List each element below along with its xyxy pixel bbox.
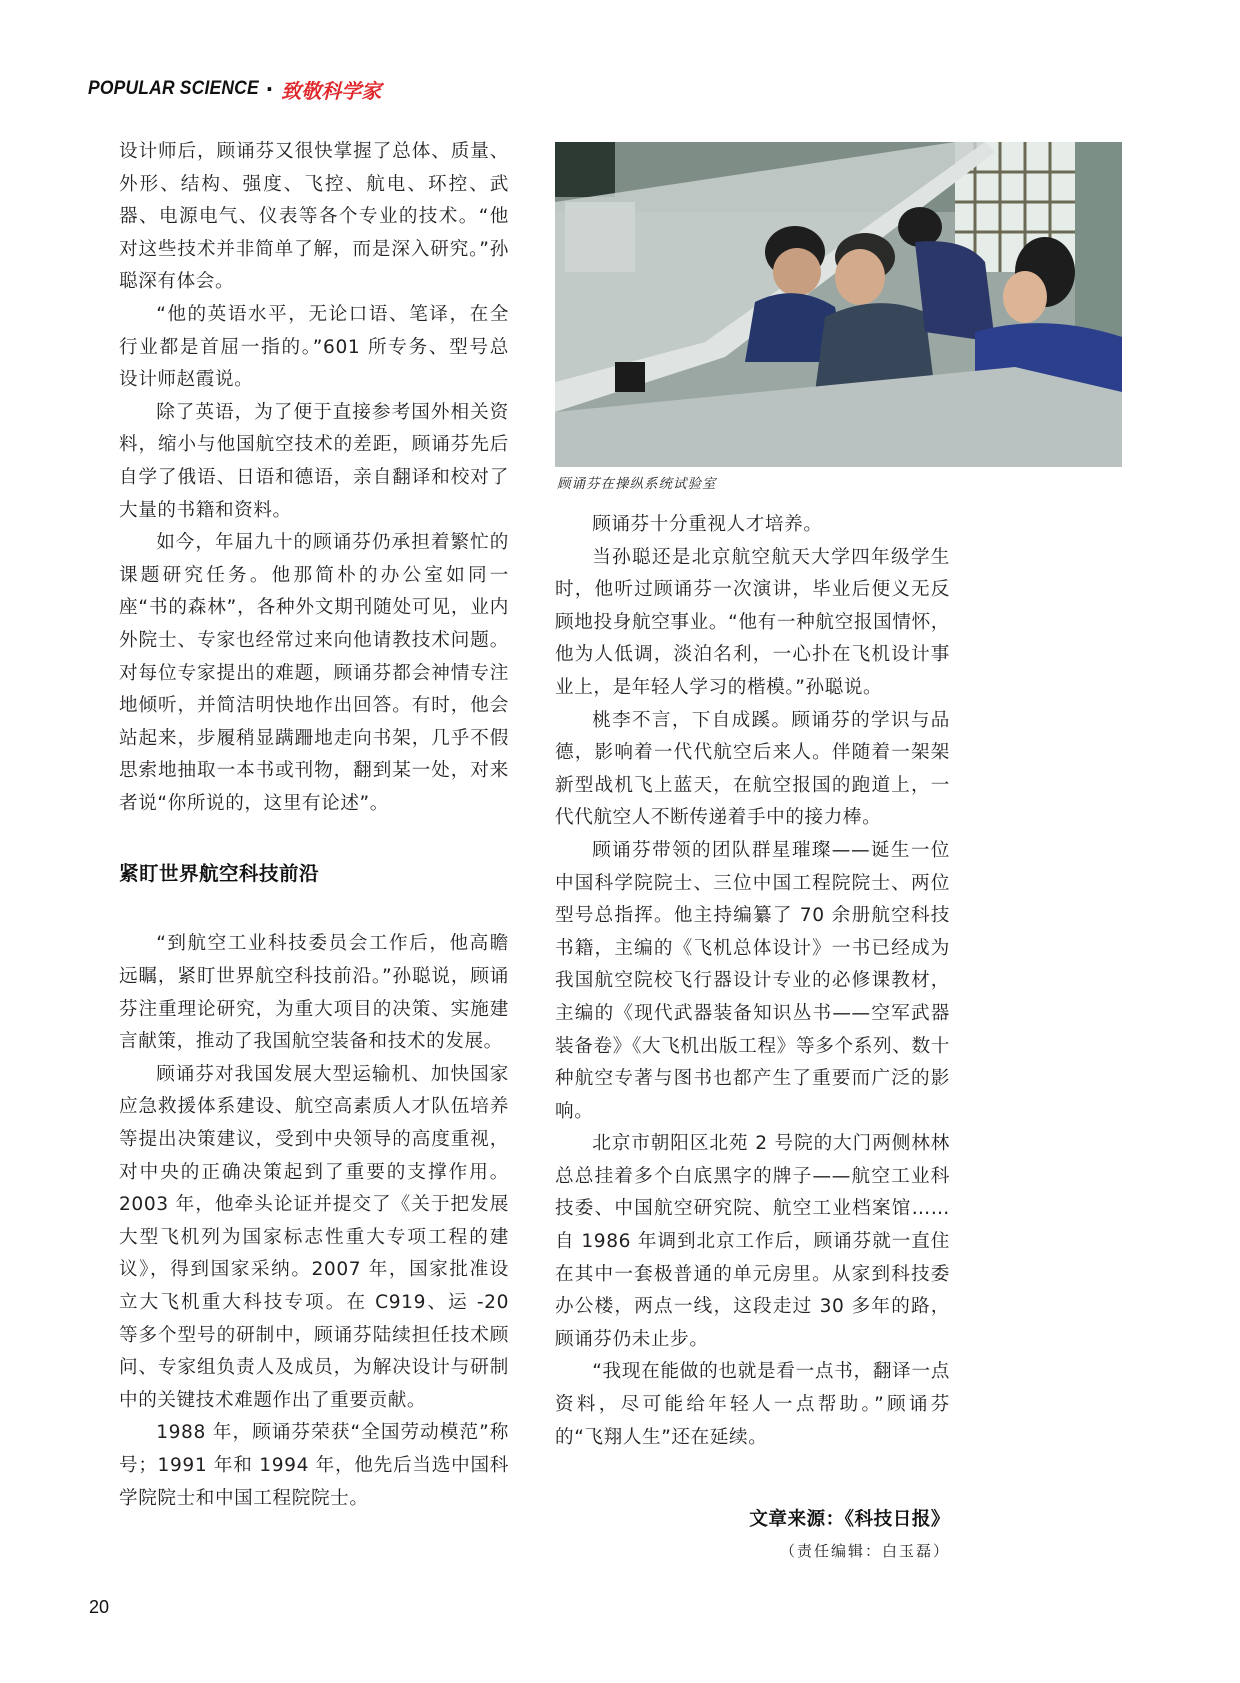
paragraph: 1988 年，顾诵芬荣获“全国劳动模范”称号；1991 年和 1994 年，他先后当选中国科学院院士和中国工程院院士。 [119, 1422, 509, 1509]
article-photo [555, 142, 1122, 467]
paragraph: 顾诵芬带领的团队群星璀璨——诞生一位中国科学院院士、三位中国工程院院士、两位型号总指挥。他主持编纂了 70 余册航空科技书籍，主编的《飞机总体设计》一书已经成为我国航空院校飞行器设计专业的必修课教材，主编的《现代武器装备知识丛书——空军武器装备卷》《大飞机出版工程》等多个系列、数十种航空专著与图书也都产生了重要而广泛的影响。 [555, 839, 950, 1122]
paragraph: 顾诵芬对我国发展大型运输机、加快国家应急救援体系建设、航空高素质人才队伍培养等提出决策建议，受到中央领导的高度重视，对中央的正确决策起到了重要的支撑作用。2003 年，他牵头论证并提交了《关于把发展大型飞机列为国家标志性重大专项工程的建议》，得到国家采纳。2007 年，国家批准设立大飞机重大科技专项。在 C919、运 -20 等多个型号的研制中，顾诵芬陆续担任技术顾问、专家组负责人及成员，为解决设计与研制中的关键技术难题作出了重要贡献。 [119, 1063, 509, 1411]
left-column [119, 136, 509, 1515]
paragraph: 顾诵芬十分重视人才培养。 [592, 514, 823, 535]
right-column [555, 509, 950, 1454]
magazine-header [88, 74, 381, 104]
header-separator: · [265, 77, 274, 101]
paragraph: “我现在能做的也就是看一点书，翻译一点资料，尽可能给年轻人一点帮助。”顾诵芬的“飞翔人生”还在延续。 [555, 1361, 950, 1448]
paragraph: “他的英语水平，无论口语、笔译，在全行业都是首屈一指的。”601 所专务、型号总设计师赵霞说。 [119, 303, 509, 391]
paragraph: 北京市朝阳区北苑 2 号院的大门两侧林林总总挂着多个白底黑字的牌子——航空工业科技委、中国航空研究院、航空工业档案馆……自 1986 年调到北京工作后，顾诵芬就一直住在其中一套极普通的单元房里。从家到科技委办公楼，两点一线，这段走过 30 多年的路，顾诵芬仍未止步。 [555, 1133, 950, 1350]
section-heading: 紧盯世界航空科技前沿 [119, 862, 320, 886]
article-source: 文章来源：《科技日报》 [749, 1509, 950, 1530]
page-number: 20 [89, 1597, 110, 1617]
paragraph: 当孙聪还是北京航空航天大学四年级学生时，他听过顾诵芬一次演讲，毕业后便义无反顾地投身航空事业。“他有一种航空报国情怀，他为人低调，淡泊名利，一心扑在飞机设计事业上，是年轻人学习的楷模。”孙聪说。 [555, 546, 950, 698]
paragraph: 设计师后，顾诵芬又很快掌握了总体、质量、外形、结构、强度、飞控、航电、环控、武器、电源电气、仪表等各个专业的技术。“他对这些技术并非简单了解，而是深入研究。”孙聪深有体会。 [119, 141, 509, 293]
paragraph: 除了英语，为了便于直接参考国外相关资料，缩小与他国航空技术的差距，顾诵芬先后自学了俄语、日语和德语，亲自翻译和校对了大量的书籍和资料。 [119, 401, 509, 521]
paragraph: 桃李不言，下自成蹊。顾诵芬的学识与品德，影响着一代代航空后来人。伴随着一架架新型战机飞上蓝天，在航空报国的跑道上，一代代航空人不断传递着手中的接力棒。 [555, 709, 950, 829]
photo-caption: 顾诵芬在操纵系统试验室 [557, 476, 717, 492]
paragraph: 如今，年届九十的顾诵芬仍承担着繁忙的课题研究任务。他那简朴的办公室如同一座“书的森林”，各种外文期刊随处可见，业内外院士、专家也经常过来向他请教技术问题。对每位专家提出的难题，顾诵芬都会神情专注地倾听，并简洁明快地作出回答。有时，他会站起来，步履稍显蹒跚地走向书架，几乎不假思索地抽取一本书或刊物，翻到某一处，对来者说“你所说的，这里有论述”。 [119, 532, 509, 814]
section-tag: 致敬科学家 [281, 78, 382, 103]
magazine-brand: POPULAR SCIENCE [88, 78, 259, 99]
responsible-editor: （责任编辑：白玉磊） [779, 1542, 950, 1560]
paragraph: “到航空工业科技委员会工作后，他高瞻远瞩，紧盯世界航空科技前沿。”孙聪说，顾诵芬注重理论研究，为重大项目的决策、实施建言献策，推动了我国航空装备和技术的发展。 [119, 933, 509, 1053]
